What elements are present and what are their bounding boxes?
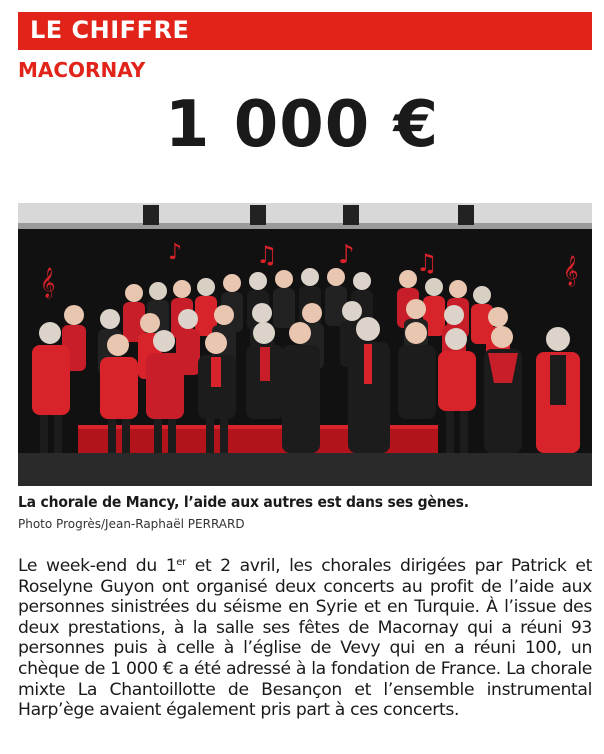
svg-text:♪: ♪ — [168, 240, 183, 265]
svg-text:♪: ♪ — [338, 240, 355, 270]
svg-text:𝄞: 𝄞 — [563, 256, 579, 286]
article-text-rest: et 2 avril, les chorales dirigées par Patrick et Roselyne Guyon ont organisé deux concerts au profit de l’aide aux personnes sinistrées du séisme en Syrie et en Turquie. À l’issue des deux prestations, à la salle ses fêtes de Macornay qui a réuni 93 personnes puis à celle à l’église de Vevy qui en a réuni 100, un chèque de 1 000 € a été adressé à la fondation de France. La chorale mixte La Chantoillotte de Besançon et l’ensemble instrumental Harp’ège avaient également pris part à ces concerts. — [18, 556, 592, 721]
svg-text:𝄞: 𝄞 — [40, 268, 56, 298]
choir-photo — [18, 203, 592, 486]
photo-credit: Photo Progrès/Jean-Raphaël PERRARD — [18, 517, 245, 531]
section-banner — [18, 12, 592, 50]
ordinal-suffix: er — [176, 557, 186, 568]
photo-caption: La chorale de Mancy, l’aide aux autres est dans ses gènes. — [18, 493, 469, 511]
svg-text:♫: ♫ — [416, 249, 438, 277]
section-title: LE CHIFFRE — [30, 16, 190, 44]
svg-text:♫: ♫ — [256, 241, 278, 269]
headline-figure: 1 000 € — [164, 88, 440, 162]
location-label: MACORNAY — [18, 58, 146, 82]
article-text-start: Le week-end du 1 — [18, 556, 177, 576]
article-body — [18, 556, 592, 721]
